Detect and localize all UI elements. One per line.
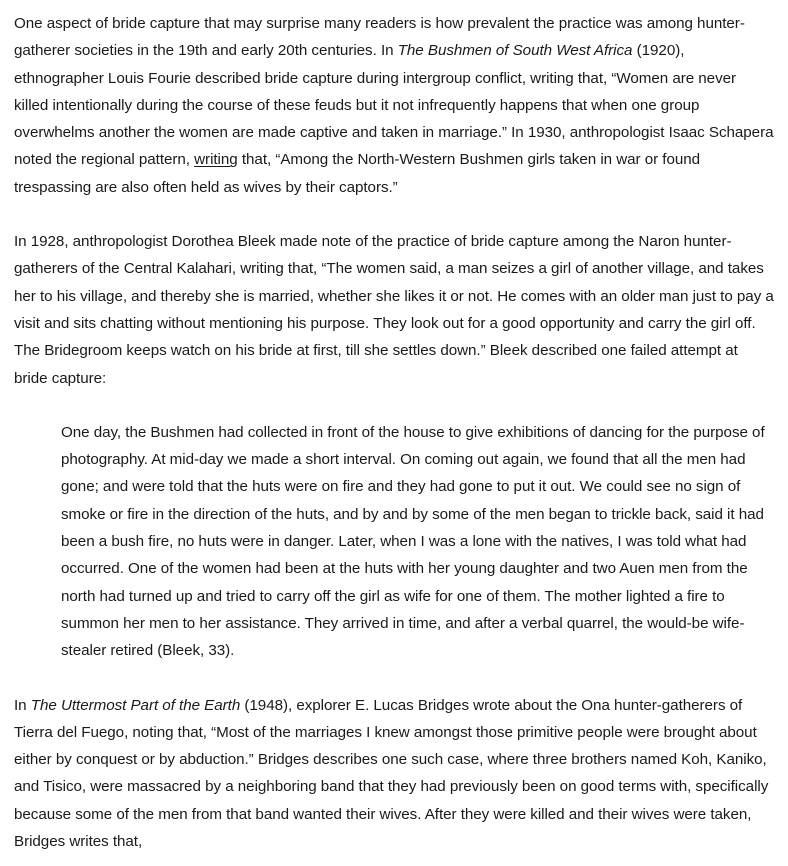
writing-link[interactable]: writing — [194, 151, 238, 169]
paragraph-text: (1948), explorer E. Lucas Bridges wrote about the Ona hunter-gatherers of Tierra del Fuego, noting that, “Most of the marriages I knew amongst those primitive people were brought about either by conquest or by abduction.” Bridges describes one such case, where three brothers named Koh, Kaniko, and Tisico, were massacred by a neighboring band that they had previously been on good terms with, specifically because some of the men from that band wanted their wives. After they were killed and their wives were taken, Bridges writes that, — [14, 696, 769, 851]
book-title-bushmen-south-west-africa: The Bushmen of South West Africa — [397, 42, 633, 60]
paragraph-bridges — [14, 692, 774, 856]
paragraph-fourie-schapera — [14, 10, 774, 201]
blockquote-bleek — [61, 419, 774, 665]
paragraph-text: that, “Among the North-Western Bushmen girls taken in war or found trespassing are also often held as wives by their captors.” — [14, 151, 701, 196]
paragraph-text: In — [14, 696, 31, 714]
paragraph-bleek: In 1928, anthropologist Dorothea Bleek made note of the practice of bride capture among the Naron hunter-gatherers of the Central Kalahari, writing that, “The women said, a man seizes a girl of another village, and takes her to his village, and thereby she is married, whether she likes it or not. He comes with an older man just to pay a visit and sits chatting without mentioning his purpose. They look out for a good opportunity and carry the girl off. The Bridegroom keeps watch on his bride at first, till she settles down.” Bleek described one failed attempt at bride capture: — [14, 233, 774, 387]
paragraph-text: One aspect of bride capture that may surprise many readers is how prevalent the practice was among hunter-gatherer societies in the 19th and early 20th centuries. In — [14, 15, 745, 60]
book-title-uttermost-part-of-the-earth: The Uttermost Part of the Earth — [30, 696, 241, 714]
paragraph-text: (1920), ethnographer Louis Fourie described bride capture during intergroup conflict, writing that, “Women are never killed intentionally during the course of these feuds but it not infrequently happens that when one group overwhelms another the women are made captive and taken in marriage.” In 1930, anthropologist Isaac Schapera noted the regional pattern, — [14, 42, 774, 169]
blockquote-text: One day, the Bushmen had collected in front of the house to give exhibitions of dancing for the purpose of photography. At mid-day we made a short interval. On coming out again, we found that all the men had gone; and were told that the huts were on fire and they had gone to put it out. We could see no sign of smoke or fire in the direction of the huts, and by and by some of the men began to trickle back, said it had been a bush fire, no huts were in danger. Later, when I was a lone with the natives, I was told what had occurred. One of the women had been at the huts with her young daughter and two Auen men from the north had turned up and tried to carry off the girl as wife for one of them. The mother lighted a fire to summon her men to her assistance. They arrived in time, and after a verbal quarrel, the would-be wife-stealer retired (Bleek, 33). — [61, 423, 765, 660]
